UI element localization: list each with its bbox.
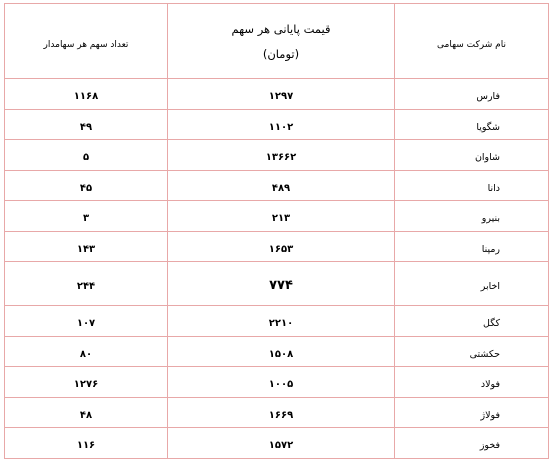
- shares-value: ۸۰: [79, 348, 93, 360]
- shares-cell: [5, 170, 168, 201]
- shares-value: ۱۴۳: [76, 243, 96, 255]
- header-shares-per-holder: تعداد سهم هر سهامدار: [43, 39, 129, 50]
- shares-value: ۴۵: [79, 182, 93, 194]
- price-cell: [168, 201, 395, 232]
- table-row: [5, 428, 549, 459]
- price-cell: [168, 336, 395, 367]
- table-row: [5, 262, 549, 306]
- table-row: [5, 109, 549, 140]
- company-cell: [395, 397, 549, 428]
- shares-cell: [5, 79, 168, 110]
- header-row: [5, 4, 549, 79]
- shares-cell: [5, 262, 168, 306]
- price-value: ۲۲۱۰: [268, 318, 294, 330]
- header-company-cell: [395, 4, 549, 79]
- price-cell: [168, 140, 395, 171]
- price-cell: [168, 428, 395, 459]
- price-value: ۲۱۳: [271, 213, 291, 225]
- shares-value: ۳: [82, 213, 90, 225]
- table-row: [5, 201, 549, 232]
- company-cell: [395, 262, 549, 306]
- table-row: [5, 170, 549, 201]
- price-cell: [168, 367, 395, 398]
- shares-cell: [5, 140, 168, 171]
- table-row: [5, 231, 549, 262]
- company-cell: [395, 170, 549, 201]
- shares-value: ۱۲۷۶: [73, 379, 99, 391]
- price-value: ۷۷۴: [269, 278, 293, 293]
- company-name: دانا: [487, 182, 500, 194]
- price-cell: [168, 231, 395, 262]
- company-name: فولاد: [480, 379, 500, 391]
- header-shares-cell: [5, 4, 168, 79]
- price-value: ۱۶۶۹: [268, 409, 294, 421]
- shares-cell: [5, 336, 168, 367]
- price-cell: [168, 79, 395, 110]
- table-row: [5, 79, 549, 110]
- shares-cell: [5, 231, 168, 262]
- company-name: بنیرو: [481, 213, 500, 225]
- price-value: ۱۶۵۳: [268, 243, 294, 255]
- shares-cell: [5, 428, 168, 459]
- table-row: [5, 397, 549, 428]
- company-cell: [395, 109, 549, 140]
- shares-cell: [5, 109, 168, 140]
- shares-value: ۴۸: [79, 409, 93, 421]
- company-cell: [395, 306, 549, 337]
- company-cell: [395, 428, 549, 459]
- company-name: حکشتی: [469, 348, 500, 360]
- price-cell: [168, 306, 395, 337]
- price-value: ۴۸۹: [271, 182, 291, 194]
- price-cell: [168, 109, 395, 140]
- company-cell: [395, 336, 549, 367]
- price-value: ۱۵۷۲: [268, 440, 294, 452]
- company-name: شاوان: [474, 152, 500, 164]
- price-value: ۱۵۰۸: [268, 348, 294, 360]
- shares-cell: [5, 367, 168, 398]
- price-value: ۱۳۶۶۲: [265, 152, 297, 164]
- shares-cell: [5, 306, 168, 337]
- company-cell: [395, 367, 549, 398]
- shares-value: ۴۹: [79, 121, 93, 133]
- company-name: کگل: [483, 318, 500, 330]
- company-cell: [395, 231, 549, 262]
- price-value: ۱۱۰۲: [268, 121, 294, 133]
- company-name: فولاژ: [480, 409, 500, 421]
- header-price-unit: (تومان): [262, 46, 300, 61]
- shares-cell: [5, 201, 168, 232]
- company-cell: [395, 201, 549, 232]
- price-value: ۱۰۰۵: [268, 379, 294, 391]
- company-name: رمپنا: [481, 243, 500, 255]
- price-value: ۱۲۹۷: [268, 91, 294, 103]
- table-row: [5, 367, 549, 398]
- shares-value: ۵: [82, 152, 90, 164]
- price-cell: [168, 170, 395, 201]
- table-row: [5, 336, 549, 367]
- company-name: شگویا: [476, 121, 500, 133]
- table-row: [5, 306, 549, 337]
- shares-value: ۱۱۶: [76, 440, 96, 452]
- header-price-cell: [168, 4, 395, 79]
- stock-price-table: [4, 3, 549, 459]
- company-cell: [395, 140, 549, 171]
- table-row: [5, 140, 549, 171]
- company-name: اخابر: [480, 281, 500, 292]
- company-cell: [395, 79, 549, 110]
- shares-cell: [5, 397, 168, 428]
- company-name: فخوز: [479, 440, 500, 452]
- shares-value: ۲۴۴: [76, 281, 96, 292]
- header-company-name: نام شرکت سهامی: [437, 39, 506, 50]
- price-cell: [168, 262, 395, 306]
- shares-value: ۱۰۷: [76, 318, 96, 330]
- header-final-price: قیمت پایانی هر سهم: [231, 21, 331, 36]
- shares-value: ۱۱۶۸: [73, 91, 99, 103]
- price-cell: [168, 397, 395, 428]
- company-name: فارس: [476, 91, 500, 103]
